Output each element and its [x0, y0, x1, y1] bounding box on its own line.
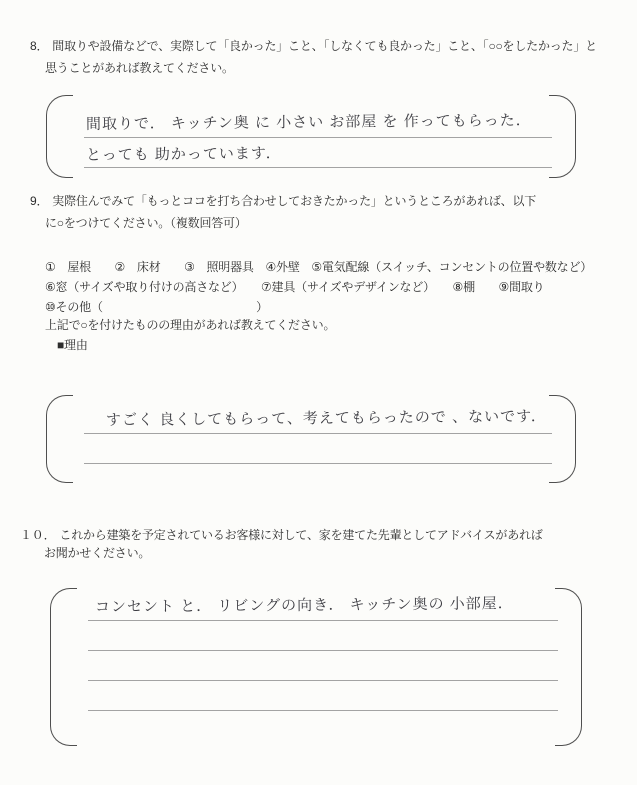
answer-rule-line: [84, 167, 552, 168]
q8-answer-handwriting-line2: とっても 助かっています．: [85, 145, 282, 164]
question-8-line1: [30, 38, 597, 54]
answer-rule-line: [84, 463, 552, 464]
answer-rule-line: [88, 710, 558, 711]
answer-box-left-bracket: [46, 95, 73, 178]
q8-answer-handwriting-line1: 間取りで． キッチン奥 に 小さい お部屋 を 作ってもらった．: [85, 112, 532, 133]
question-10-text-line2: お聞かせください。: [44, 546, 151, 560]
answer-rule-line: [88, 650, 558, 651]
answer-rule-line: [88, 620, 558, 621]
question-8-text-line1: 間取りや設備などで、実際して「良かった」こと、「しなくても良かった」こと、「○○をしたかった」と: [52, 39, 597, 53]
answer-rule-line: [84, 433, 552, 434]
answer-box-right-bracket: [549, 95, 576, 178]
answer-box-left-bracket: [46, 395, 73, 483]
q9-answer-handwriting-line1: すごく 良くしてもらって、考えてもらったので 、ないです．: [105, 408, 547, 429]
question-8-text-line2: 思うことがあれば教えてください。: [45, 61, 234, 75]
question-9-line2: [45, 215, 247, 231]
question-9-text-line2: に○をつけてください。（複数回答可）: [45, 216, 247, 230]
question-10-number: １０．: [20, 528, 56, 542]
q9-note: 上記で○を付けたものの理由があれば教えてください。: [45, 318, 336, 332]
q10-answer-box: [50, 588, 582, 746]
q9-answer-box: [46, 395, 576, 483]
q8-answer-box: [46, 95, 576, 178]
q9-options-row3: ⑩その他（ ）: [45, 300, 268, 314]
q9-reason-label: ■理由: [57, 338, 88, 352]
question-8-line2: [45, 60, 234, 76]
answer-rule-line: [84, 137, 552, 138]
question-10-line2: [44, 545, 150, 561]
answer-rule-line: [88, 680, 558, 681]
q9-options-row2: ⑥窓（サイズや取り付けの高さなど） ⑦建具（サイズやデザインなど） ⑧棚 ⑨間取り: [45, 280, 545, 294]
q9-options-row1: ① 屋根 ② 床材 ③ 照明器具 ④外壁 ⑤電気配線（スイッチ、コンセントの位置や数など）: [45, 260, 593, 274]
q10-answer-handwriting-line1: コンセント と． リビングの向き． キッチン奥の 小部屋．: [94, 595, 514, 616]
question-9-number: 9．: [30, 194, 49, 208]
question-10-line1: [20, 527, 543, 543]
answer-box-right-bracket: [549, 395, 576, 483]
answer-box-right-bracket: [555, 588, 582, 746]
answer-box-left-bracket: [50, 588, 77, 746]
question-9-text-line1: 実際住んでみて「もっとココを打ち合わせしておきたかった」というところがあれば、以下: [52, 194, 537, 208]
question-9-line1: [30, 193, 536, 209]
question-8-number: 8．: [30, 39, 49, 53]
question-10-text-line1: これから建築を予定されているお客様に対して、家を建てた先輩としてアドバイスがあれば: [59, 528, 543, 542]
